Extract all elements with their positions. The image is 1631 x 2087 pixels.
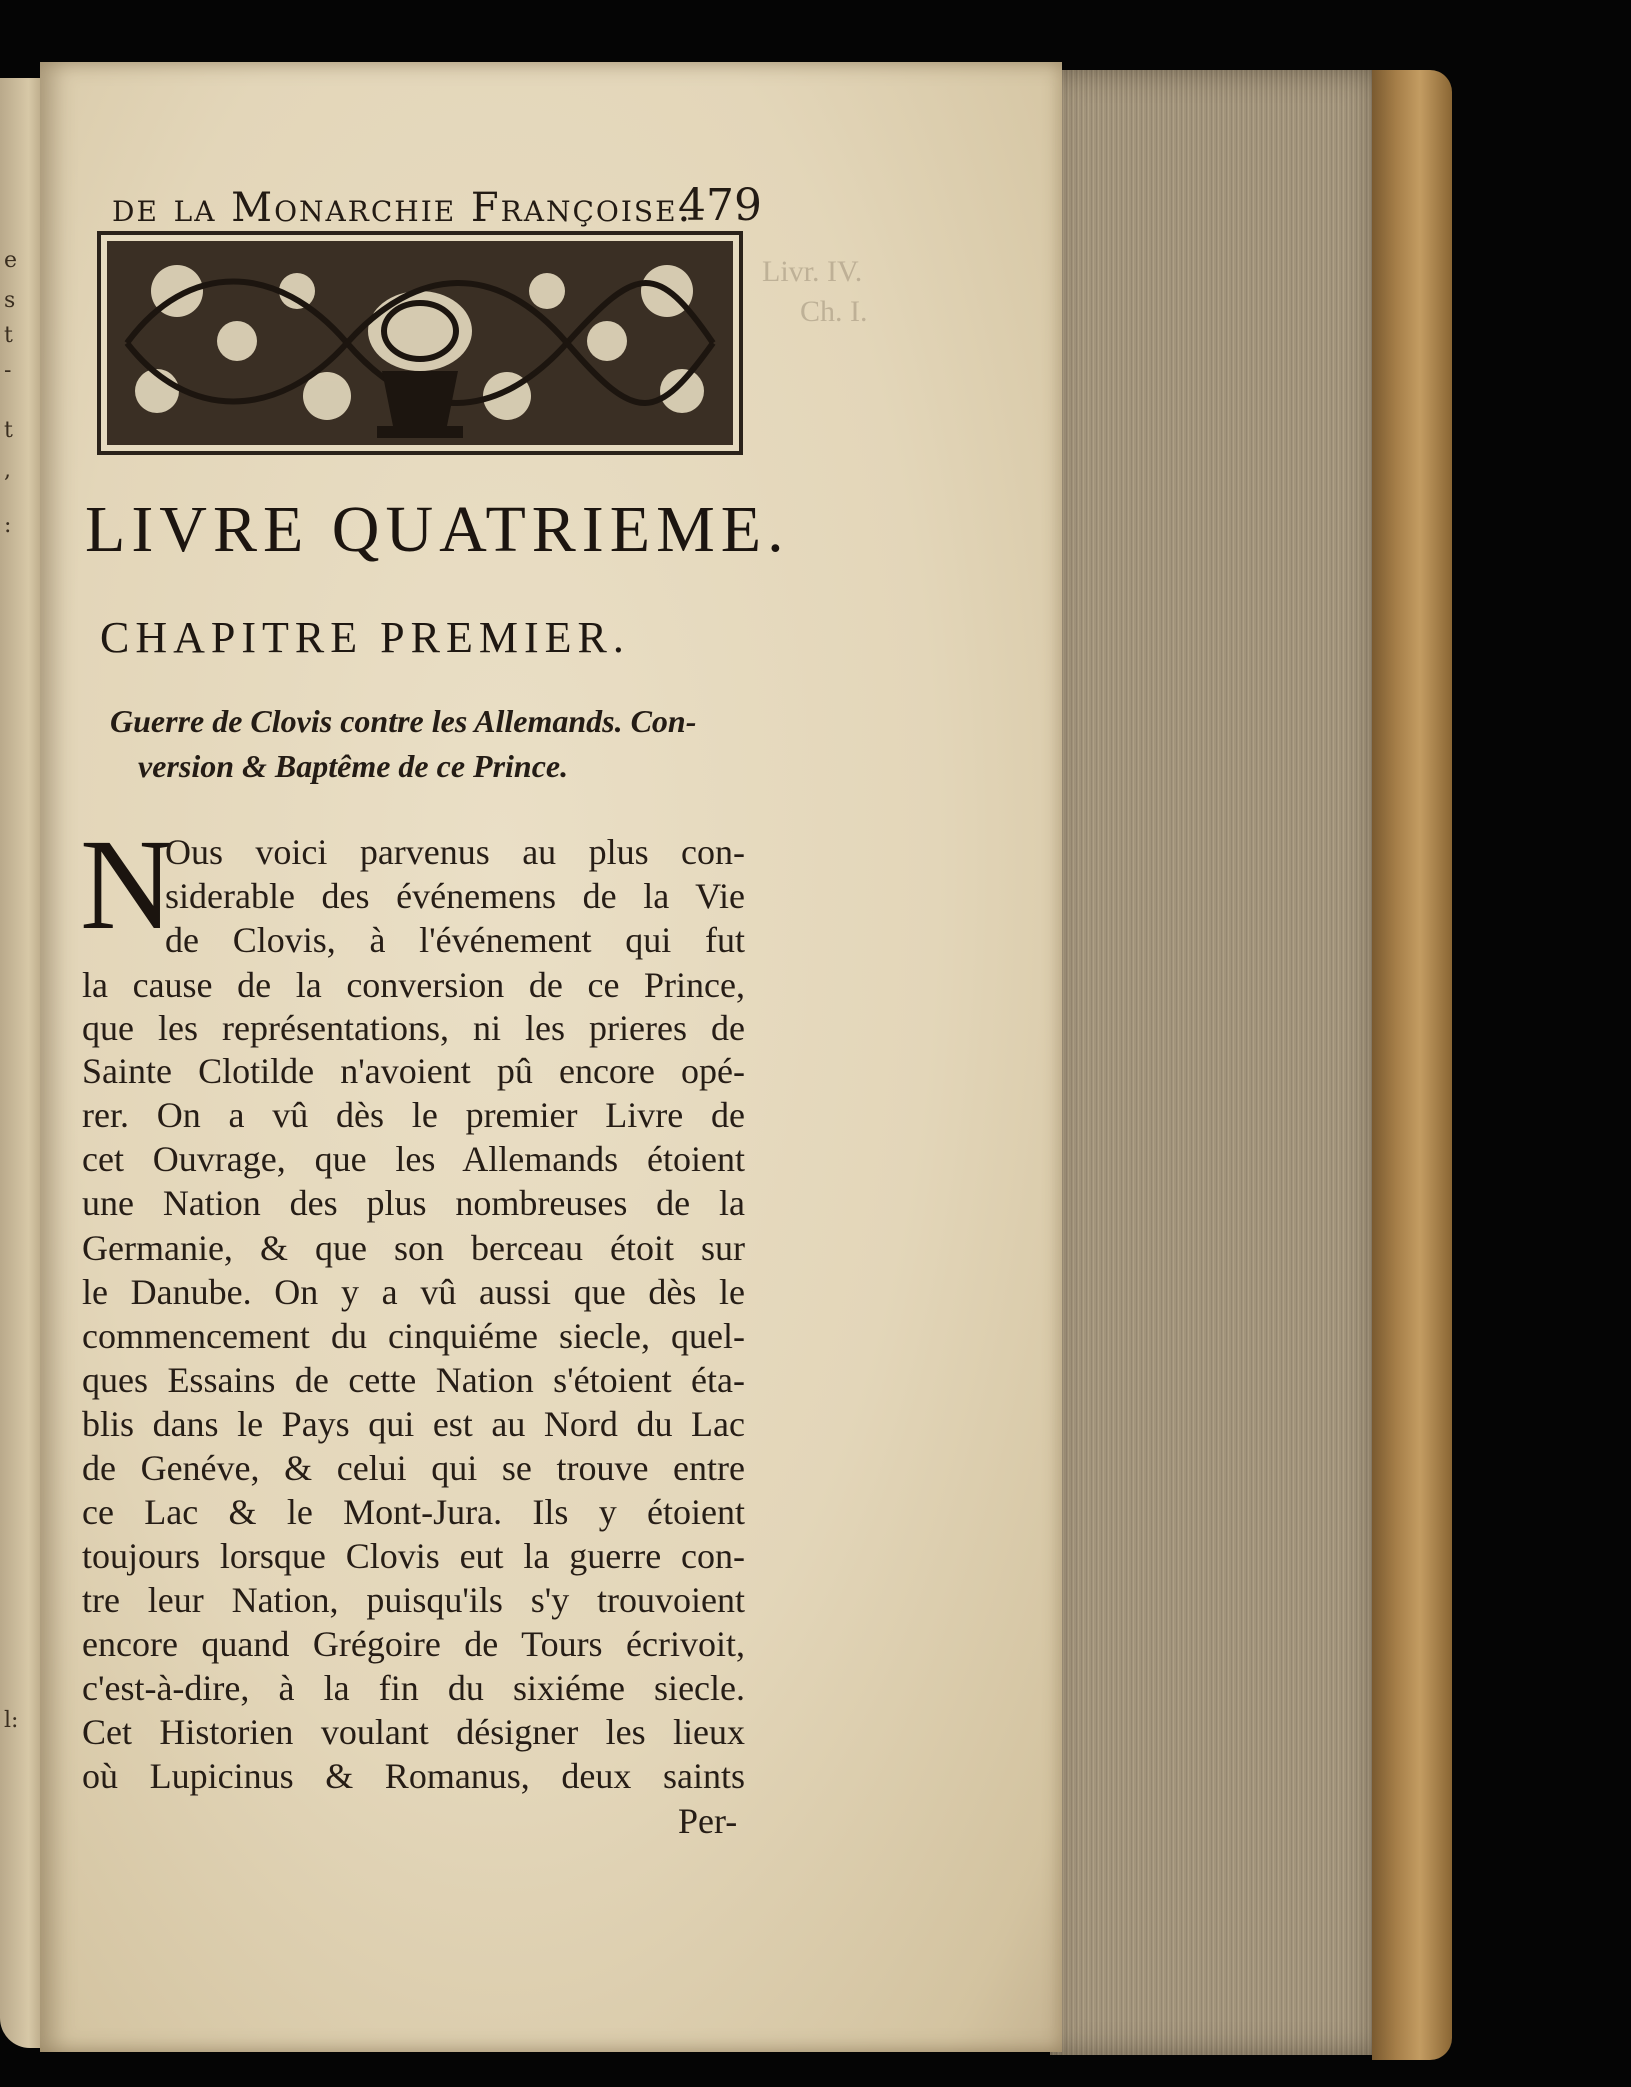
show-through-text: Ch. I. (800, 295, 868, 328)
body-line: commencement du cinquiéme siecle, quel- (82, 1316, 745, 1356)
left-page-glyph: : (4, 513, 12, 538)
body-line: de Clovis, à l'événement qui fut (165, 920, 745, 960)
left-page-glyph: s (4, 288, 16, 313)
body-line: une Nation des plus nombreuses de la (82, 1183, 745, 1223)
book-title: LIVRE QUATRIEME. (85, 493, 790, 566)
body-line: Cet Historien voulant désigner les lieux (82, 1712, 745, 1752)
body-line: blis dans le Pays qui est au Nord du Lac (82, 1404, 745, 1444)
body-line: que les représentations, ni les prieres de (82, 1008, 745, 1048)
body-line: encore quand Grégoire de Tours écrivoit, (82, 1624, 745, 1664)
drop-cap: N (80, 813, 174, 957)
body-line: ce Lac & le Mont-Jura. Ils y étoient (82, 1492, 745, 1532)
body-line: Germanie, & que son berceau étoit sur (82, 1228, 745, 1268)
ornamental-headpiece (97, 231, 743, 455)
left-page-glyph: t (4, 418, 13, 443)
body-line: le Danube. On y a vû aussi que dès le (82, 1272, 745, 1312)
body-line: cet Ouvrage, que les Allemands étoient (82, 1139, 745, 1179)
left-page-glyph: e (4, 248, 18, 273)
show-through-text: Livr. IV. (762, 255, 863, 288)
body-line: de Genéve, & celui qui se trouve entre (82, 1448, 745, 1488)
left-page-glyph: , (4, 458, 11, 483)
body-line: Sainte Clotilde n'avoient pû encore opé- (82, 1051, 745, 1091)
left-page-glyph: l: (4, 1708, 19, 1733)
catchword: Per- (678, 1801, 738, 1841)
left-page-glyph: t (4, 323, 13, 348)
body-line: Ous voici parvenus au plus con- (165, 832, 745, 872)
chapter-summary-line: version & Baptême de ce Prince. (138, 748, 569, 784)
ornament-icon (97, 231, 743, 455)
running-title: de la Monarchie Françoise. (112, 185, 693, 231)
body-line: c'est-à-dire, à la fin du sixiéme siecle. (82, 1668, 745, 1708)
body-line: siderable des événemens de la Vie (165, 876, 745, 916)
chapter-title: CHAPITRE PREMIER. (100, 613, 630, 662)
body-line: où Lupicinus & Romanus, deux saints (82, 1756, 745, 1796)
body-line: toujours lorsque Clovis eut la guerre con- (82, 1536, 745, 1576)
body-line: ques Essains de cette Nation s'étoient éta- (82, 1360, 745, 1400)
left-page-glyph: - (4, 358, 12, 383)
body-line: tre leur Nation, puisqu'ils s'y trouvoient (82, 1580, 745, 1620)
chapter-summary-line: Guerre de Clovis contre les Allemands. Con- (110, 703, 697, 739)
book-cover-edge (1372, 70, 1452, 2060)
body-line: rer. On a vû dès le premier Livre de (82, 1095, 745, 1135)
page-fore-edge (1050, 70, 1378, 2055)
page-number: 479 (678, 180, 762, 231)
body-line: la cause de la conversion de ce Prince, (82, 965, 745, 1005)
